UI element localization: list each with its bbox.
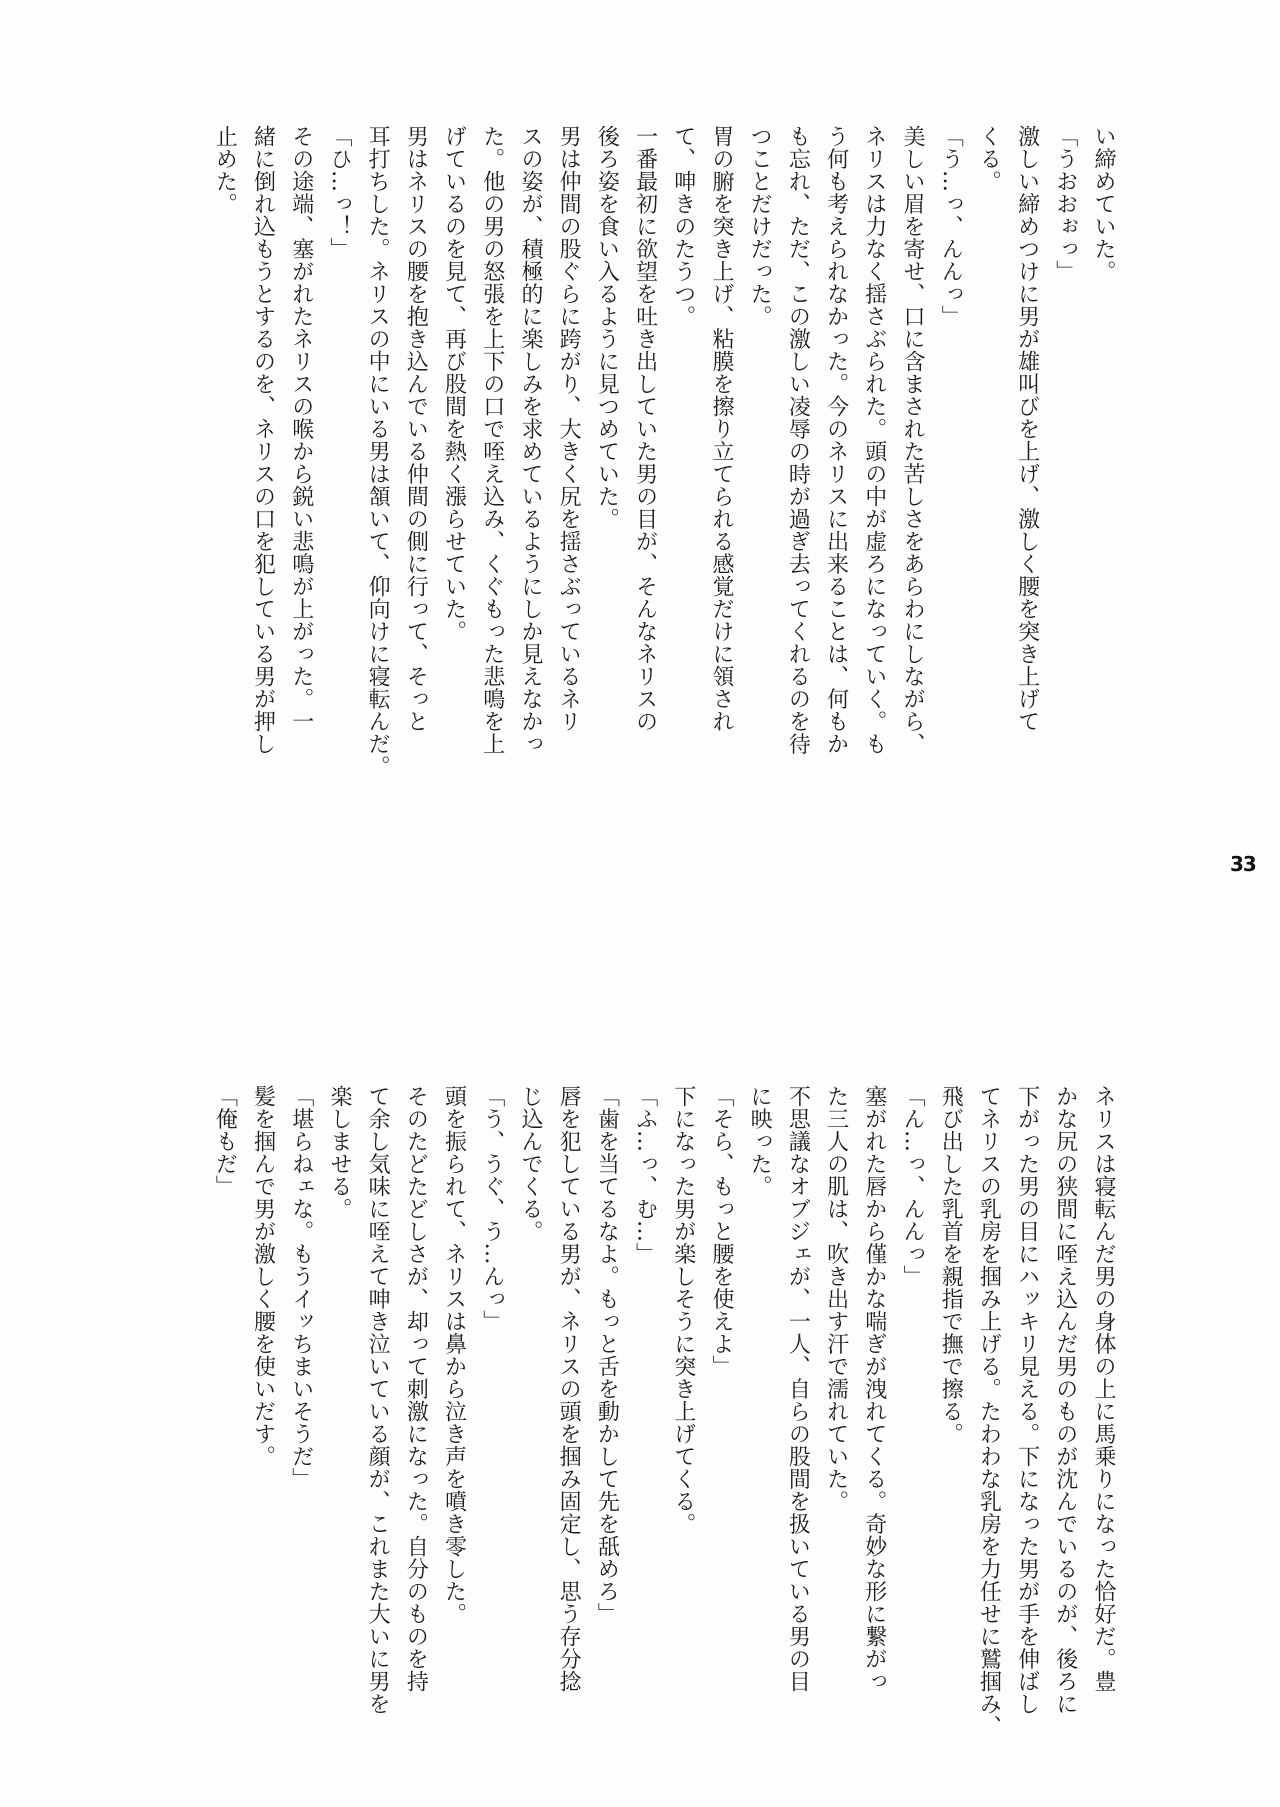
text-line: い締めていた。 <box>1091 125 1116 283</box>
text-line: つことだけだった。 <box>747 125 773 328</box>
text-line: 「う、うぐ、う…んっ」 <box>479 1085 505 1333</box>
text-line: げているのを見て、再び股間を熱く漲らせていた。 <box>441 125 467 643</box>
text-line: 髪を掴んで男が激しく腰を使いだす。 <box>250 1085 276 1468</box>
text-line: て余し気味に咥えて呻き泣いている顔が、これまた大いに男を <box>365 1085 391 1715</box>
text-line: 「ん…っ、んんっ」 <box>899 1085 925 1288</box>
text-line: 下になった男が楽しそうに突き上げてくる。 <box>670 1085 696 1535</box>
text-line: 男はネリスの腰を抱き込んでいる仲間の側に行って、そっと <box>403 125 429 733</box>
text-line: 塞がれた唇から僅かな喘ぎが洩れてくる。奇妙な形に繋がっ <box>861 1085 887 1693</box>
text-line: くる。 <box>976 125 1002 193</box>
text-line: 耳打ちした。ネリスの中にいる男は頷いて、仰向けに寝転んだ。 <box>365 125 391 778</box>
text-line: 「う…っ、んんっ」 <box>938 125 964 328</box>
text-line: 胃の腑を突き上げ、粘膜を擦り立てられる感覚だけに領され <box>708 125 734 733</box>
text-line: に映った。 <box>747 1085 773 1198</box>
text-line: じ込んでくる。 <box>517 1085 543 1243</box>
text-line: 「俺もだ」 <box>212 1085 238 1198</box>
text-line: かな尻の狭間に咥え込んだ男のものが沈んでいるのが、後ろに <box>1052 1085 1078 1715</box>
text-line: ネリスは力なく揺さぶられた。頭の中が虚ろになっていく。も <box>861 125 887 755</box>
text-line: 「うおおぉっ」 <box>1052 125 1078 283</box>
text-line: スの姿が、積極的に楽しみを求めているようにしか見えなかっ <box>517 125 543 755</box>
text-line: 一番最初に欲望を吐き出していた男の目が、そんなネリスの <box>632 125 658 733</box>
text-line: 後ろ姿を食い入るように見つめていた。 <box>594 125 620 530</box>
text-line: 頭を振られて、ネリスは鼻から泣き声を噴き零した。 <box>441 1085 467 1625</box>
text-line: ネリスは寝転んだ男の身体の上に馬乗りになった恰好だ。豊 <box>1091 1085 1116 1693</box>
text-line: 「ふ…っ、む…」 <box>632 1085 658 1265</box>
text-line: 止めた。 <box>212 125 238 215</box>
text-line: そのたどたどしさが、却って刺激になった。自分のものを持 <box>403 1085 429 1693</box>
text-line: 「歯を当てるなよ。もっと舌を動かして先を舐めろ」 <box>594 1085 620 1625</box>
top-text-block <box>170 125 1122 785</box>
text-line: 楽しませる。 <box>326 1085 352 1220</box>
text-line: 「ひ…っ！」 <box>326 125 352 260</box>
text-line: 美しい眉を寄せ、口に含まされた苦しさをあらわにしながら、 <box>899 125 925 755</box>
text-line: 緒に倒れ込もうとするのを、ネリスの口を犯している男が押し <box>250 125 276 755</box>
text-line: てネリスの乳房を掴み上げる。たわわな乳房を力任せに鷲掴み、 <box>976 1085 1002 1738</box>
text-line: 下がった男の目にハッキリ見える。下になった男が手を伸ばし <box>1014 1085 1040 1715</box>
text-line: 唇を犯している男が、ネリスの頭を掴み固定し、思う存分捻 <box>556 1085 582 1693</box>
text-line: 男は仲間の股ぐらに跨がり、大きく尻を揺さぶっているネリ <box>556 125 582 733</box>
text-line: 「堪らねェな。もうイッちまいそうだ」 <box>288 1085 314 1490</box>
text-line: も忘れ、ただ、この激しい凌辱の時が過ぎ去ってくれるのを待 <box>785 125 811 755</box>
text-line: 飛び出した乳首を親指で撫で擦る。 <box>938 1085 964 1445</box>
text-line: その途端、塞がれたネリスの喉から鋭い悲鳴が上がった。一 <box>288 125 314 733</box>
text-line: 不思議なオブジェが、一人、自らの股間を扱いている男の目 <box>785 1085 811 1693</box>
text-line: う何も考えられなかった。今のネリスに出来ることは、何もか <box>823 125 849 755</box>
page-number: 33 <box>1230 852 1256 876</box>
text-line: た。他の男の怒張を上下の口で咥え込み、くぐもった悲鳴を上 <box>479 125 505 755</box>
text-line: て、呻きのたうつ。 <box>670 125 696 328</box>
text-line: 「そら、もっと腰を使えよ」 <box>708 1085 734 1378</box>
text-line: た三人の肌は、吹き出す汗で濡れていた。 <box>823 1085 849 1513</box>
text-line: 激しい締めつけに男が雄叫びを上げ、激しく腰を突き上げて <box>1014 125 1040 733</box>
bottom-text-block <box>158 1085 1122 1745</box>
